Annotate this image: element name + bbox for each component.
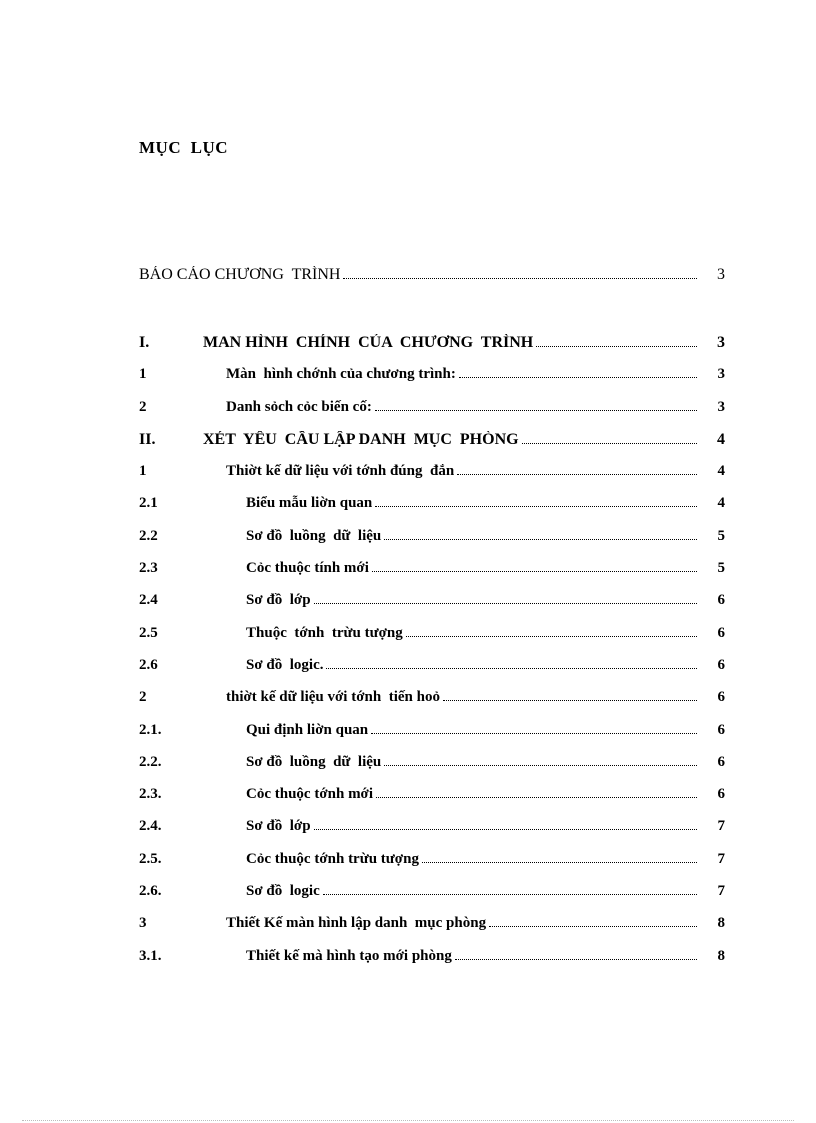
toc-entry-number: 2.1. xyxy=(139,721,162,738)
toc-entry-line xyxy=(226,463,697,480)
dot-leader xyxy=(536,345,697,347)
toc-entry-number: 2.3. xyxy=(139,786,162,803)
toc-entry-line xyxy=(246,851,697,868)
toc-entry-line xyxy=(246,948,697,965)
dot-leader xyxy=(375,409,697,411)
toc-entry[interactable] xyxy=(139,718,725,750)
toc-page-number: 6 xyxy=(717,721,725,738)
toc-entry-title: thiờt kế dữ liệu với tớnh tiến hoỏ xyxy=(226,689,440,706)
dot-leader xyxy=(443,699,697,701)
toc-page-number: 6 xyxy=(717,624,725,641)
toc-entry[interactable] xyxy=(139,685,725,717)
dot-leader xyxy=(384,764,697,766)
dot-leader xyxy=(455,958,697,960)
toc-entry[interactable] xyxy=(139,814,725,846)
toc-entry-title: Thiết kế mà hình tạo mới phòng xyxy=(246,947,452,964)
toc-entry[interactable] xyxy=(139,944,725,976)
toc-entry-line xyxy=(246,883,697,900)
toc-page-number: 7 xyxy=(717,850,725,867)
toc-entry-title: Cỏc thuộc tớnh mới xyxy=(246,786,374,803)
toc-entry-title: Qui định liờn quan xyxy=(246,721,369,738)
toc-entry-title: Cỏc thuộc tớnh trừu tượng xyxy=(246,850,419,867)
toc-entry[interactable] xyxy=(139,362,725,394)
dot-leader xyxy=(314,828,697,830)
toc-entry-number: 3.1. xyxy=(139,947,162,964)
toc-page-number: 3 xyxy=(717,266,725,283)
toc-entry-number: 2 xyxy=(139,689,147,706)
toc-entry[interactable] xyxy=(139,847,725,879)
dot-leader xyxy=(375,505,697,507)
toc-entry[interactable] xyxy=(139,556,725,588)
toc-entry-title: Thuộc tớnh trừu tượng xyxy=(246,624,403,641)
toc-entry-line xyxy=(246,495,697,512)
toc-page-number: 6 xyxy=(717,786,725,803)
toc-heading: MỤC LỤC xyxy=(139,138,228,157)
dot-leader xyxy=(323,893,697,895)
toc-entry-number: 2.5 xyxy=(139,624,158,641)
toc-entry[interactable] xyxy=(139,524,725,556)
toc-entry-title: Sơ đồ luồng dữ liệu xyxy=(246,527,382,544)
toc-page-number: 5 xyxy=(717,560,725,577)
toc-entry-number: 2.1 xyxy=(139,495,158,512)
toc-page-number: 3 xyxy=(717,366,725,383)
table-of-contents xyxy=(139,330,725,976)
toc-entry-title: XÉT YÊU CẦU LẬP DANH MỤC PHÒNG xyxy=(203,430,519,448)
toc-entry-number: I. xyxy=(139,334,150,351)
toc-entry-number: 2.5. xyxy=(139,850,162,867)
toc-entry[interactable] xyxy=(139,330,725,362)
toc-entry-title: Màn hình chớnh của chương trình: xyxy=(226,366,456,383)
toc-entry-title: MAN HÌNH CHÍNH CỦA CHƯƠNG TRÌNH xyxy=(203,334,534,351)
toc-entry-number: 2.6. xyxy=(139,883,162,900)
toc-page-number: 4 xyxy=(717,495,725,512)
toc-entry[interactable] xyxy=(139,491,725,523)
toc-entry-number: II. xyxy=(139,430,156,448)
dot-leader xyxy=(406,635,697,637)
toc-page-number: 6 xyxy=(717,592,725,609)
toc-page-number: 7 xyxy=(717,883,725,900)
toc-entry[interactable] xyxy=(139,459,725,491)
toc-entry-line xyxy=(226,399,697,416)
toc-entry-line xyxy=(246,818,697,835)
toc-entry-title: Thiờt kế dữ liệu với tớnh đúng đắn xyxy=(226,463,455,480)
toc-page-number: 8 xyxy=(717,915,725,932)
dot-leader xyxy=(326,667,697,669)
toc-entry-number: 2.2 xyxy=(139,527,158,544)
toc-entry-line xyxy=(226,915,697,932)
toc-entry[interactable] xyxy=(139,588,725,620)
toc-entry-line xyxy=(226,366,697,383)
toc-entry[interactable] xyxy=(139,750,725,782)
toc-entry-line xyxy=(246,754,697,771)
toc-page-number: 3 xyxy=(717,398,725,415)
toc-entry[interactable] xyxy=(139,879,725,911)
toc-entry-title: Biểu mẫu liờn quan xyxy=(246,495,373,512)
dot-leader xyxy=(343,277,697,279)
toc-page-number: 8 xyxy=(717,947,725,964)
toc-entry-line xyxy=(246,722,697,739)
dot-leader xyxy=(489,925,697,927)
dot-leader xyxy=(459,376,697,378)
toc-entry-title: Cỏc thuộc tính mới xyxy=(246,560,369,577)
toc-entry-title: Sơ đồ luồng dữ liệu xyxy=(246,753,382,770)
toc-page-number: 7 xyxy=(717,818,725,835)
toc-entry-line xyxy=(246,657,697,674)
toc-entry-number: 2 xyxy=(139,398,147,415)
toc-entry[interactable] xyxy=(139,653,725,685)
dot-leader xyxy=(522,442,697,444)
toc-entry-title: Thiết Kế màn hình lập danh mục phòng xyxy=(226,915,487,932)
toc-entry[interactable] xyxy=(139,782,725,814)
toc-entry-number: 2.3 xyxy=(139,560,158,577)
toc-page-number: 3 xyxy=(717,334,725,351)
toc-entry-number: 2.4 xyxy=(139,592,158,609)
toc-entry-number: 2.2. xyxy=(139,753,162,770)
toc-main-entry[interactable] xyxy=(139,266,725,288)
dot-leader xyxy=(371,732,697,734)
dot-leader xyxy=(376,796,697,798)
toc-page-number: 6 xyxy=(717,656,725,673)
toc-entry-line xyxy=(246,625,697,642)
toc-entry-line xyxy=(203,431,697,449)
toc-entry-title: Danh sỏch cỏc biến cố: xyxy=(226,398,372,415)
toc-entry-number: 3 xyxy=(139,915,147,932)
toc-entry-line xyxy=(139,266,697,284)
toc-entry-line xyxy=(246,592,697,609)
toc-entry-title: Sơ đồ lớp xyxy=(246,818,311,835)
toc-entry[interactable] xyxy=(139,911,725,943)
toc-page-number: 5 xyxy=(717,527,725,544)
dot-leader xyxy=(314,602,697,604)
toc-entry-title: BÁO CÁO CHƯƠNG TRÌNH xyxy=(139,266,341,283)
toc-entry-line xyxy=(246,528,697,545)
page-edge-divider xyxy=(22,1120,794,1121)
toc-entry-number: 2.4. xyxy=(139,818,162,835)
toc-entry-title: Sơ đồ lớp xyxy=(246,592,311,609)
dot-leader xyxy=(422,861,697,863)
toc-entry-line xyxy=(246,560,697,577)
toc-page-number: 4 xyxy=(717,430,725,448)
toc-entry-title: Sơ đồ logic. xyxy=(246,656,324,673)
toc-entry-line xyxy=(246,786,697,803)
toc-entry-line xyxy=(203,334,697,352)
toc-entry-number: 1 xyxy=(139,463,147,480)
toc-entry-title: Sơ đồ logic xyxy=(246,883,320,900)
toc-entry-line xyxy=(226,689,697,706)
dot-leader xyxy=(372,570,697,572)
toc-page-number: 6 xyxy=(717,689,725,706)
toc-entry[interactable] xyxy=(139,427,725,459)
toc-page-number: 6 xyxy=(717,753,725,770)
dot-leader xyxy=(384,538,697,540)
toc-page-number: 4 xyxy=(717,463,725,480)
toc-entry[interactable] xyxy=(139,621,725,653)
dot-leader xyxy=(457,473,697,475)
toc-entry-number: 1 xyxy=(139,366,147,383)
toc-entry-number: 2.6 xyxy=(139,656,158,673)
toc-entry[interactable] xyxy=(139,395,725,427)
